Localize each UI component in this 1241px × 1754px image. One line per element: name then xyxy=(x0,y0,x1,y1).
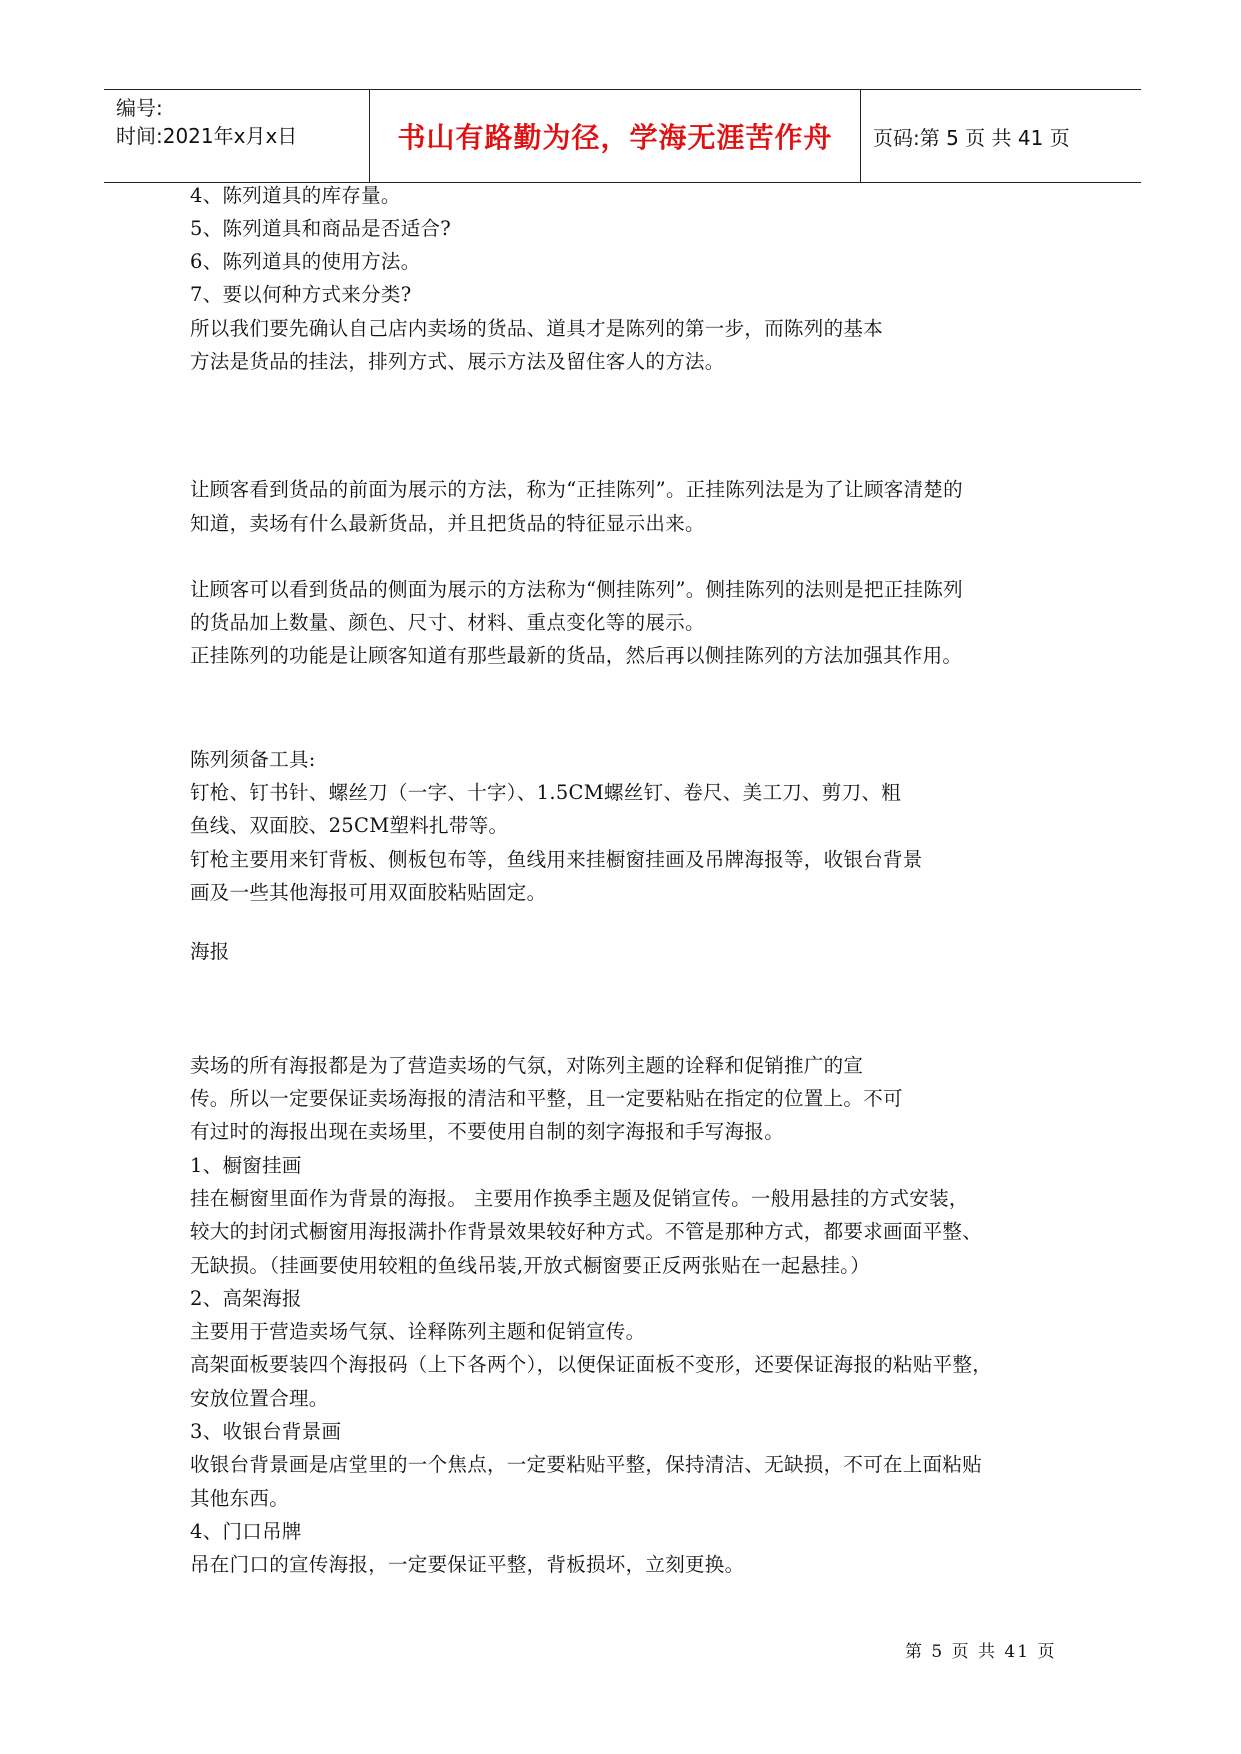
body-line: 6、陈列道具的使用方法。 xyxy=(190,250,421,273)
header-info-cell xyxy=(104,90,367,182)
body-line: 方法是货品的挂法，排列方式、展示方法及留住客人的方法。 xyxy=(190,350,725,373)
body-line: 其他东西。 xyxy=(190,1487,290,1510)
body-line: 5、陈列道具和商品是否适合? xyxy=(190,217,452,240)
body-line: 陈列须备工具: xyxy=(190,748,316,771)
header-page-label: 页码:第 5 页 共 41 页 xyxy=(873,125,1070,150)
body-line: 高架面板要装四个海报码（上下各两个），以便保证面板不变形，还要保证海报的粘贴平整， xyxy=(190,1353,993,1376)
body-line: 挂在橱窗里面作为背景的海报。 主要用作换季主题及促销宣传。一般用悬挂的方式安装， xyxy=(190,1187,969,1210)
section-heading: 海报 xyxy=(190,940,230,963)
header-table xyxy=(104,89,1141,183)
body-line: 有过时的海报出现在卖场里，不要使用自制的刻字海报和手写海报。 xyxy=(190,1120,785,1143)
body-line: 3、收银台背景画 xyxy=(190,1420,342,1443)
body-line: 钉枪、钉书针、螺丝刀（一字、十字）、1.5CM螺丝钉、卷尺、美工刀、剪刀、粗 xyxy=(190,781,902,804)
body-line: 画及一些其他海报可用双面胶粘贴固定。 xyxy=(190,881,547,904)
body-line: 收银台背景画是店堂里的一个焦点，一定要粘贴平整，保持清洁、无缺损，不可在上面粘贴 xyxy=(190,1453,983,1476)
body-line: 1、橱窗挂画 xyxy=(190,1154,302,1177)
body-line: 的货品加上数量、颜色、尺寸、材料、重点变化等的展示。 xyxy=(190,611,705,634)
body-line: 无缺损。（挂画要使用较粗的鱼线吊装,开放式橱窗要正反两张贴在一起悬挂。） xyxy=(190,1254,870,1277)
document-number-label: 编号: xyxy=(116,96,163,120)
body-line: 让顾客看到货品的前面为展示的方法，称为“正挂陈列”。正挂陈列法是为了让顾客清楚的 xyxy=(190,478,963,501)
body-line: 吊在门口的宣传海报，一定要保证平整，背板损坏，立刻更换。 xyxy=(190,1553,745,1576)
body-line: 知道，卖场有什么最新货品，并且把货品的特征显示出来。 xyxy=(190,512,705,535)
body-line: 2、高架海报 xyxy=(190,1287,302,1310)
body-line: 所以我们要先确认自己店内卖场的货品、道具才是陈列的第一步，而陈列的基本 xyxy=(190,317,884,340)
body-line: 卖场的所有海报都是为了营造卖场的气氛，对陈列主题的诠释和促销推广的宣 xyxy=(190,1054,864,1077)
body-line: 正挂陈列的功能是让顾客知道有那些最新的货品，然后再以侧挂陈列的方法加强其作用。 xyxy=(190,644,963,667)
page-footer: 第 5 页 共 41 页 xyxy=(905,1642,1057,1662)
body-line: 7、要以何种方式来分类? xyxy=(190,283,412,306)
body-line: 主要用于营造卖场气氛、诠释陈列主题和促销宣传。 xyxy=(190,1320,646,1343)
body-line: 钉枪主要用来钉背板、侧板包布等，鱼线用来挂橱窗挂画及吊牌海报等，收银台背景 xyxy=(190,848,923,871)
body-line: 让顾客可以看到货品的侧面为展示的方法称为“侧挂陈列”。侧挂陈列的法则是把正挂陈列 xyxy=(190,578,963,601)
body-line: 4、陈列道具的库存量。 xyxy=(190,184,401,207)
body-line: 较大的封闭式橱窗用海报满扑作背景效果较好种方式。不管是那种方式，都要求画面平整、 xyxy=(190,1220,983,1243)
body-line: 安放位置合理。 xyxy=(190,1387,329,1410)
body-line: 传。所以一定要保证卖场海报的清洁和平整，且一定要粘贴在指定的位置上。不可 xyxy=(190,1087,903,1110)
document-time-label: 时间:2021年x月x日 xyxy=(116,124,298,148)
body-line: 鱼线、双面胶、25CM塑料扎带等。 xyxy=(190,814,509,837)
header-motto-cell xyxy=(369,90,861,182)
header-page-cell xyxy=(861,90,1141,182)
header-motto: 书山有路勤为径，学海无涯苦作舟 xyxy=(397,121,833,154)
body-line: 4、门口吊牌 xyxy=(190,1520,302,1543)
